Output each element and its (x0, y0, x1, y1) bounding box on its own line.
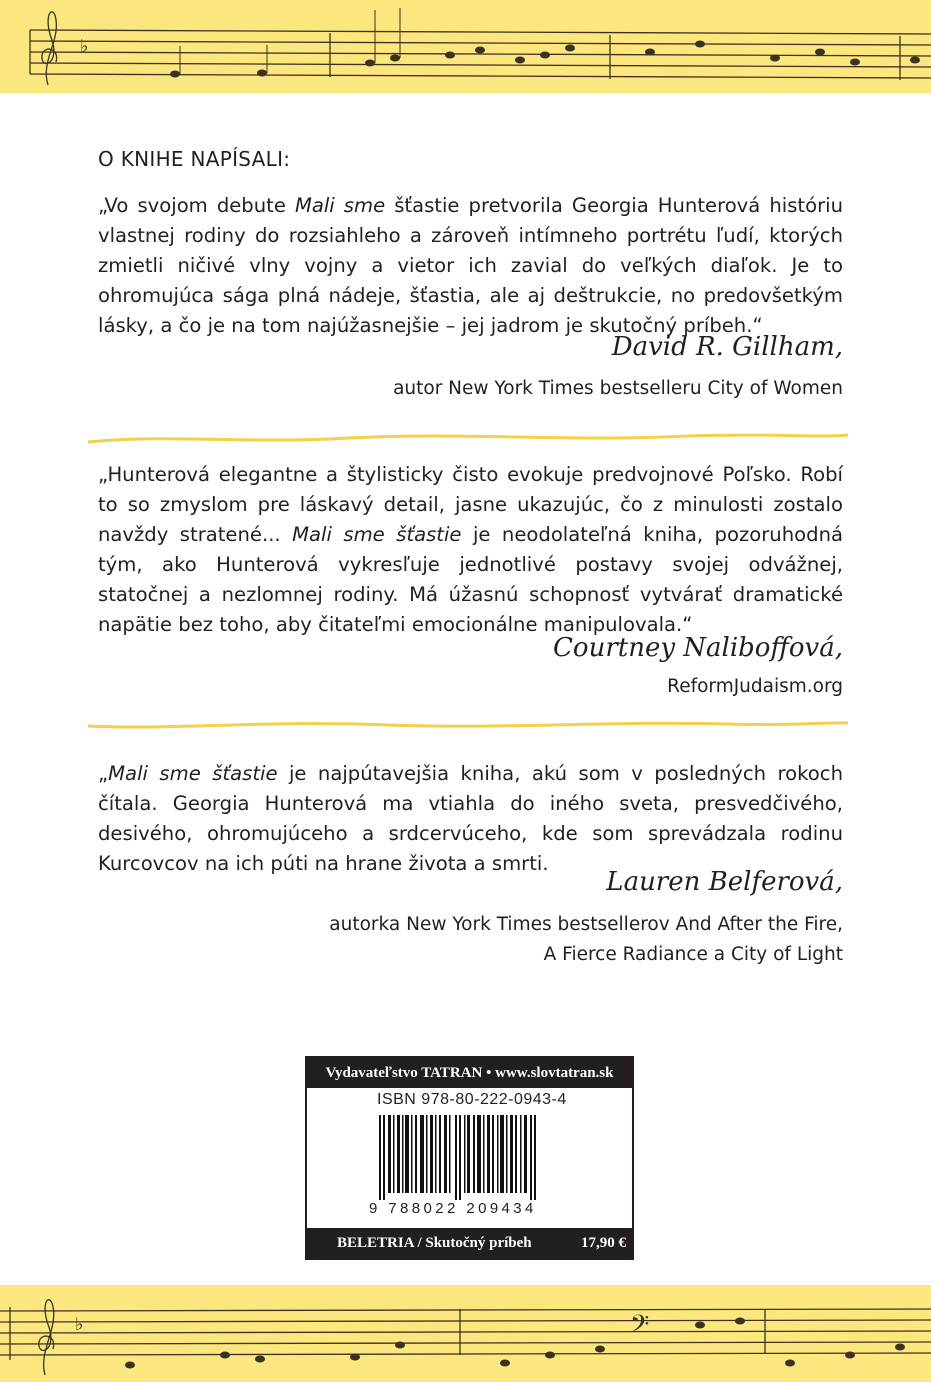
wavy-divider (88, 430, 848, 448)
price-label: 17,90 € (581, 1235, 626, 1251)
svg-text:♭: ♭ (75, 1314, 84, 1335)
review-quote: „Mali sme šťastie je najpútavejšia kniha, akú som v posledných rokoch čítala. Georgia Hunterová ma vtiahla do iného sveta, presvedčivého, desivého, ohromujúceho a srdcervúceho, kde som sprevádzala rodinu Kurcovcov na ich púti na hrane života a smrti. (98, 762, 843, 875)
review-signature: David R. Gillham, (611, 332, 843, 362)
review-attribution: ReformJudaism.org (667, 676, 843, 697)
publisher-line: Vydavateľstvo TATRAN • www.slovtatran.sk (307, 1058, 632, 1088)
barcode-panel (305, 1056, 634, 1260)
review-attribution: autorka New York Times bestsellerov And After the Fire, A Fierce Radiance a City of Light (329, 914, 843, 965)
barcode-image (369, 1115, 569, 1200)
genre-label: BELETRIA / Skutočný príbeh (337, 1235, 532, 1251)
review-quote: „Hunterová elegantne a štylisticky čisto evokuje predvojnové Poľsko. Robí to so zmyslom pre láskavý detail, jasne ukazujúc, čo z minulosti zostalo navždy stratené... Mali sme šťastie je neodolateľná kniha, pozoruhodná tým, ako Hunterová vykresľuje jednotlivé postavy svojej odvážnej, statočnej a nezlomnej rodiny. Má úžasnú schopnosť vytvárať dramatické napätie bez toho, aby čitateľmi emocionálne manipulovala.“ (98, 463, 843, 636)
top-music-band (0, 0, 931, 93)
wavy-divider (88, 716, 848, 734)
review-signature: Courtney Naliboffová, (553, 633, 843, 663)
isbn-text: ISBN 978-80-222-0943-4 (377, 1091, 567, 1108)
review-quote: „Vo svojom debute Mali sme šťastie pretvorila Georgia Hunterová históriu vlastnej rodiny do rozsiahleho a zároveň intímneho portrétu ľudí, ktorých zmietli ničivé vlny vojny a vietor ich zavial do veľkých diaľok. Je to ohromujúca sága plná nádeje, šťastia, ale aj deštrukcie, no predovšetkým lásky, a čo je na tom najúžasnejšie – jej jadrom je skutočný príbeh.“ (98, 194, 843, 337)
review-signature: Lauren Belferová, (606, 867, 843, 897)
genre-price-bar (307, 1228, 632, 1258)
svg-text:𝄢: 𝄢 (630, 1310, 650, 1345)
music-staff-decoration (0, 1285, 931, 1382)
barcode-digits: 9 788022 209434 (369, 1200, 537, 1217)
review-attribution: autor New York Times bestselleru City of Women (393, 378, 843, 399)
bottom-music-band (0, 1285, 931, 1382)
section-heading: O KNIHE NAPÍSALI: (98, 147, 291, 171)
music-staff-decoration (0, 0, 931, 93)
svg-text:♭: ♭ (80, 36, 89, 57)
